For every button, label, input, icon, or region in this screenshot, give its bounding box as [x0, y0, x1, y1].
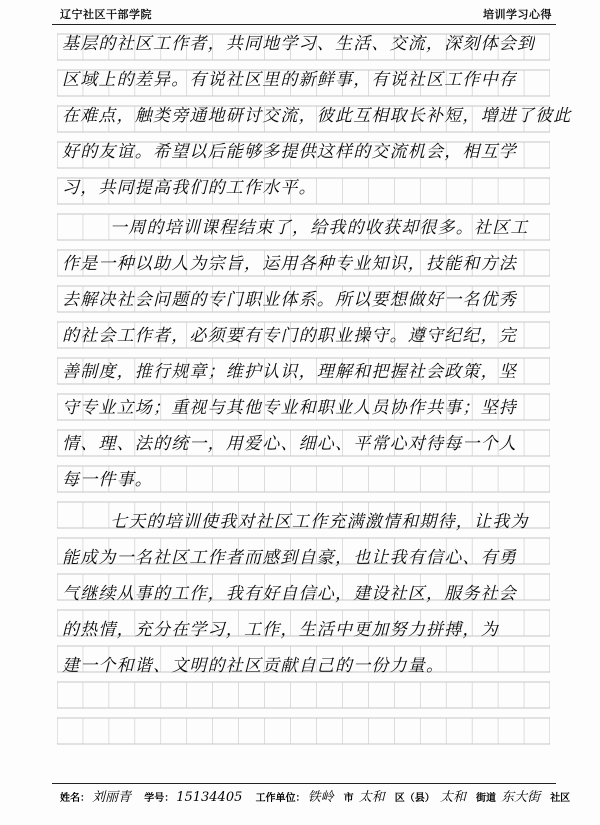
district-label: 区（县）	[394, 793, 435, 804]
institute-title: 辽宁社区干部学院	[60, 8, 152, 21]
name-value: 刘丽青	[92, 790, 132, 805]
signature-footer	[60, 786, 571, 805]
city-value: 铁岭	[307, 790, 334, 805]
essay-line: 好的友谊。希望以后能够多提供这样的交流机会，相互学	[62, 142, 517, 162]
street-label: 街道	[475, 793, 496, 804]
essay-line: 基层的社区工作者，共同地学习、生活、交流，深刻体会到	[62, 34, 536, 54]
essay-line: 每一件事。	[62, 470, 153, 490]
community-label: 社区	[550, 793, 571, 804]
essay-line: 七天的培训使我对社区工作充满激情和期待，让我为	[110, 512, 529, 532]
essay-line: 善制度，推行规章；维护认识，理解和把握社会政策，坚	[62, 362, 517, 382]
essay-line: 区域上的差异。有说社区里的新鲜事，有说社区工作中存	[62, 70, 517, 90]
street-value: 东大街	[501, 790, 541, 805]
student-id-label: 学号：	[144, 793, 175, 804]
essay-line: 的热情，充分在学习，工作，生活中更加努力拼搏，为	[62, 620, 499, 640]
essay-line: 作是一种以助人为宗旨，运用各种专业知识，技能和方法	[62, 254, 517, 274]
city-label: 市	[343, 793, 354, 804]
essay-line: 去解决社会问题的专门职业体系。所以要想做好一名优秀	[62, 290, 517, 310]
name-label: 姓名：	[60, 793, 90, 804]
essay-line: 一周的培训课程结束了，给我的收获却很多。社区工	[110, 218, 529, 238]
district-value: 太和	[358, 790, 385, 805]
essay-line: 气继续从事的工作，我有好自信心，建设社区，服务社会	[62, 584, 517, 604]
student-id-value: 15134405	[176, 790, 243, 805]
essay-line: 情、理、法的统一，用爱心、细心、平常心对待每一个人	[62, 434, 517, 454]
essay-line: 建一个和谐、文明的社区贡献自己的一份力量。	[62, 656, 445, 676]
essay-line: 能成为一名社区工作者而感到自豪，也让我有信心、有勇	[62, 548, 517, 568]
grid-row	[57, 718, 550, 744]
essay-line: 的社会工作者，必须要有专门的职业操守。遵守纪纪，完	[62, 326, 517, 346]
header-rule	[52, 24, 556, 25]
essay-line: 守专业立场；重视与其他专业和职业人员协作共事；坚持	[62, 398, 517, 418]
essay-line: 习，共同提高我们的工作水平。	[62, 178, 317, 198]
essay-line: 在难点，触类旁通地研讨交流，彼此互相取长补短，增进了彼此	[62, 106, 572, 126]
work-unit-label: 工作单位：	[255, 793, 306, 804]
page-heading: 培训学习心得	[483, 8, 552, 21]
grid-row	[57, 682, 550, 708]
footer-rule	[52, 783, 556, 784]
district2-value: 太和	[439, 790, 466, 805]
